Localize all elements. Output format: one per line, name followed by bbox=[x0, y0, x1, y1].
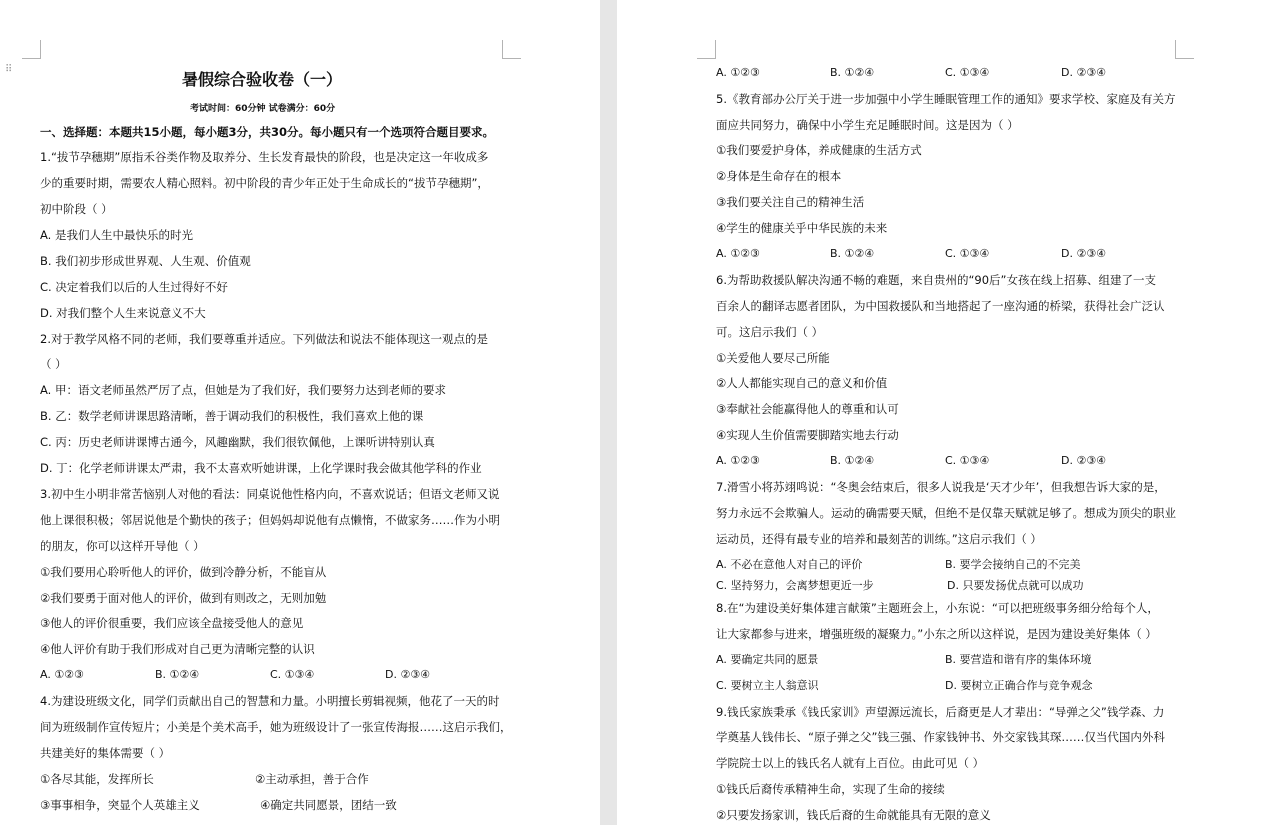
text-line: 6.为帮助救援队解决沟通不畅的难题，来自贵州的“90后”女孩在线上招募、组建了一支 bbox=[716, 273, 1157, 287]
text-line: A. 甲：语文老师虽然严厉了点，但她是为了我们好，我们要努力达到老师的要求 bbox=[40, 383, 446, 397]
option-d: D. ②③④ bbox=[1061, 454, 1107, 467]
option-b: B. 要学会接纳自己的不完美 bbox=[945, 558, 1081, 571]
text-line: 运动员，还得有最专业的培养和最刻苦的训练。”这启示我们（ ） bbox=[716, 532, 1042, 546]
statement-item: ③事事相争，突显个人英雄主义 bbox=[40, 798, 200, 812]
text-line: ④他人评价有助于我们形成对自己更为清晰完整的认识 bbox=[40, 642, 315, 656]
text-line: 可。这启示我们（ ） bbox=[716, 325, 824, 339]
text-line: 百余人的翻译志愿者团队，为中国救援队和当地搭起了一座沟通的桥梁，获得社会广泛认 bbox=[716, 299, 1165, 313]
text-line: （ ） bbox=[40, 357, 67, 371]
text-line: 间为班级制作宣传短片；小美是个美术高手，她为班级设计了一张宣传海报……这启示我们， bbox=[40, 720, 512, 734]
statement-item: ②主动承担，善于合作 bbox=[255, 772, 369, 786]
text-line: ③他人的评价很重要，我们应该全盘接受他人的意见 bbox=[40, 616, 304, 630]
text-line: ①我们要爱护身体，养成健康的生活方式 bbox=[716, 143, 922, 157]
option-d: D. 要树立正确合作与竞争观念 bbox=[945, 679, 1093, 692]
document-page-right bbox=[617, 0, 1262, 825]
drag-handle-icon[interactable]: ⠿ bbox=[5, 64, 14, 75]
text-line: ①我们要用心聆听他人的评价，做到冷静分析，不能盲从 bbox=[40, 565, 327, 579]
text-line: 5.《教育部办公厅关于进一步加强中小学生睡眠管理工作的通知》要求学校、家庭及有关方 bbox=[716, 92, 1176, 106]
text-line: 努力永远不会欺骗人。运动的确需要天赋，但绝不是仅靠天赋就足够了。想成为顶尖的职业 bbox=[716, 506, 1176, 520]
crop-mark-top-right bbox=[502, 40, 521, 59]
text-line: 7.滑雪小将苏翊鸣说：“冬奥会结束后，很多人说我是‘天才少年’，但我想告诉大家的是， bbox=[716, 480, 1166, 494]
text-line: B. 我们初步形成世界观、人生观、价值观 bbox=[40, 254, 251, 268]
text-line: ②人人都能实现自己的意义和价值 bbox=[716, 376, 888, 390]
text-line: ②身体是生命存在的根本 bbox=[716, 169, 842, 183]
text-line: 的朋友，你可以这样开导他（ ） bbox=[40, 539, 205, 553]
text-line: D. 对我们整个人生来说意义不大 bbox=[40, 306, 206, 320]
page-gutter bbox=[600, 0, 617, 825]
option-b: B. 要营造和谐有序的集体环境 bbox=[945, 653, 1092, 666]
option-a: A. ①②③ bbox=[716, 454, 760, 467]
page-title: 暑假综合验收卷（一） bbox=[182, 70, 343, 89]
text-line: 2.对于教学风格不同的老师，我们要尊重并适应。下列做法和说法不能体现这一观点的是 bbox=[40, 332, 488, 346]
text-line: ①钱氏后裔传承精神生命，实现了生命的接续 bbox=[716, 782, 945, 796]
text-line: C. 决定着我们以后的人生过得好不好 bbox=[40, 280, 228, 294]
option-b: B. ①②④ bbox=[830, 454, 875, 467]
text-line: 让大家都参与进来，增强班级的凝聚力。”小东之所以这样说，是因为建设美好集体（ ） bbox=[716, 627, 1157, 641]
text-line: A. 是我们人生中最快乐的时光 bbox=[40, 228, 193, 242]
option-a: A. ①②③ bbox=[40, 668, 84, 681]
crop-mark-top-left bbox=[697, 40, 716, 59]
crop-mark-top-left bbox=[22, 40, 41, 59]
text-line: ③奉献社会能赢得他人的尊重和认可 bbox=[716, 402, 899, 416]
option-c: C. ①③④ bbox=[270, 668, 315, 681]
text-line: ②我们要勇于面对他人的评价，做到有则改之，无则加勉 bbox=[40, 591, 327, 605]
document-page-left bbox=[0, 0, 600, 825]
text-line: 面应共同努力，确保中小学生充足睡眠时间。这是因为（ ） bbox=[716, 118, 1019, 132]
option-c: C. ①③④ bbox=[945, 454, 990, 467]
option-c: C. ①③④ bbox=[945, 247, 990, 260]
option-c: C. 坚持努力，会离梦想更近一步 bbox=[716, 579, 874, 592]
option-c: C. ①③④ bbox=[945, 66, 990, 79]
section-header: 一、选择题：本题共15小题，每小题3分，共30分。每小题只有一个选项符合题目要求。 bbox=[40, 125, 495, 139]
text-line: ②只要发扬家训，钱氏后裔的生命就能具有无限的意义 bbox=[716, 808, 991, 822]
text-line: ①关爱他人要尽己所能 bbox=[716, 351, 830, 365]
option-b: B. ①②④ bbox=[830, 66, 875, 79]
crop-mark-top-right bbox=[1175, 40, 1194, 59]
option-a: A. 不必在意他人对自己的评价 bbox=[716, 558, 863, 571]
option-a: A. ①②③ bbox=[716, 66, 760, 79]
text-line: 初中阶段（ ） bbox=[40, 202, 113, 216]
text-line: 他上课很积极；邻居说他是个勤快的孩子；但妈妈却说他有点懒惰，不做家务……作为小明 bbox=[40, 513, 500, 527]
statement-item: ①各尽其能，发挥所长 bbox=[40, 772, 154, 786]
text-line: 4.为建设班级文化，同学们贡献出自己的智慧和力量。小明擅长剪辑视频，他花了一天的时 bbox=[40, 694, 500, 708]
statement-item: ④确定共同愿景，团结一致 bbox=[260, 798, 397, 812]
option-c: C. 要树立主人翁意识 bbox=[716, 679, 819, 692]
text-line: C. 丙：历史老师讲课博古通今，风趣幽默，我们很钦佩他，上课听讲特别认真 bbox=[40, 435, 435, 449]
option-b: B. ①②④ bbox=[830, 247, 875, 260]
text-line: ③我们要关注自己的精神生活 bbox=[716, 195, 865, 209]
text-line: ④学生的健康关乎中华民族的未来 bbox=[716, 221, 888, 235]
text-line: D. 丁：化学老师讲课太严肃，我不太喜欢听她讲课，上化学课时我会做其他学科的作业 bbox=[40, 461, 482, 475]
text-line: 共建美好的集体需要（ ） bbox=[40, 746, 171, 760]
option-d: D. ②③④ bbox=[1061, 247, 1107, 260]
text-line: 9.钱氏家族秉承《钱氏家训》声望源远流长，后裔更是人才辈出：“导弹之父”钱学森、力 bbox=[716, 705, 1165, 719]
text-line: B. 乙：数学老师讲课思路清晰，善于调动我们的积极性，我们喜欢上他的课 bbox=[40, 409, 424, 423]
option-b: B. ①②④ bbox=[155, 668, 200, 681]
exam-info: 考试时间：60分钟 试卷满分：60分 bbox=[190, 104, 336, 114]
text-line: ④实现人生价值需要脚踏实地去行动 bbox=[716, 428, 899, 442]
option-d: D. 只要发扬优点就可以成功 bbox=[947, 579, 1084, 592]
option-d: D. ②③④ bbox=[385, 668, 431, 681]
text-line: 少的重要时期，需要农人精心照料。初中阶段的青少年正处于生命成长的“拔节孕穗期”， bbox=[40, 176, 489, 190]
option-a: A. ①②③ bbox=[716, 247, 760, 260]
text-line: 学院院士以上的钱氏名人就有上百位。由此可见（ ） bbox=[716, 756, 985, 770]
text-line: 8.在“为建设美好集体建言献策”主题班会上，小东说：“可以把班级事务细分给每个人， bbox=[716, 601, 1159, 615]
option-a: A. 要确定共同的愿景 bbox=[716, 653, 819, 666]
option-d: D. ②③④ bbox=[1061, 66, 1107, 79]
text-line: 1.“拔节孕穗期”原指禾谷类作物及取养分、生长发育最快的阶段，也是决定这一年收成多 bbox=[40, 150, 489, 164]
text-line: 学奠基人钱伟长、“原子弹之父”钱三强、作家钱钟书、外交家钱其琛……仅当代国内外科 bbox=[716, 730, 1165, 744]
text-line: 3.初中生小明非常苦恼别人对他的看法：同桌说他性格内向，不喜欢说话；但语文老师又说 bbox=[40, 487, 500, 501]
